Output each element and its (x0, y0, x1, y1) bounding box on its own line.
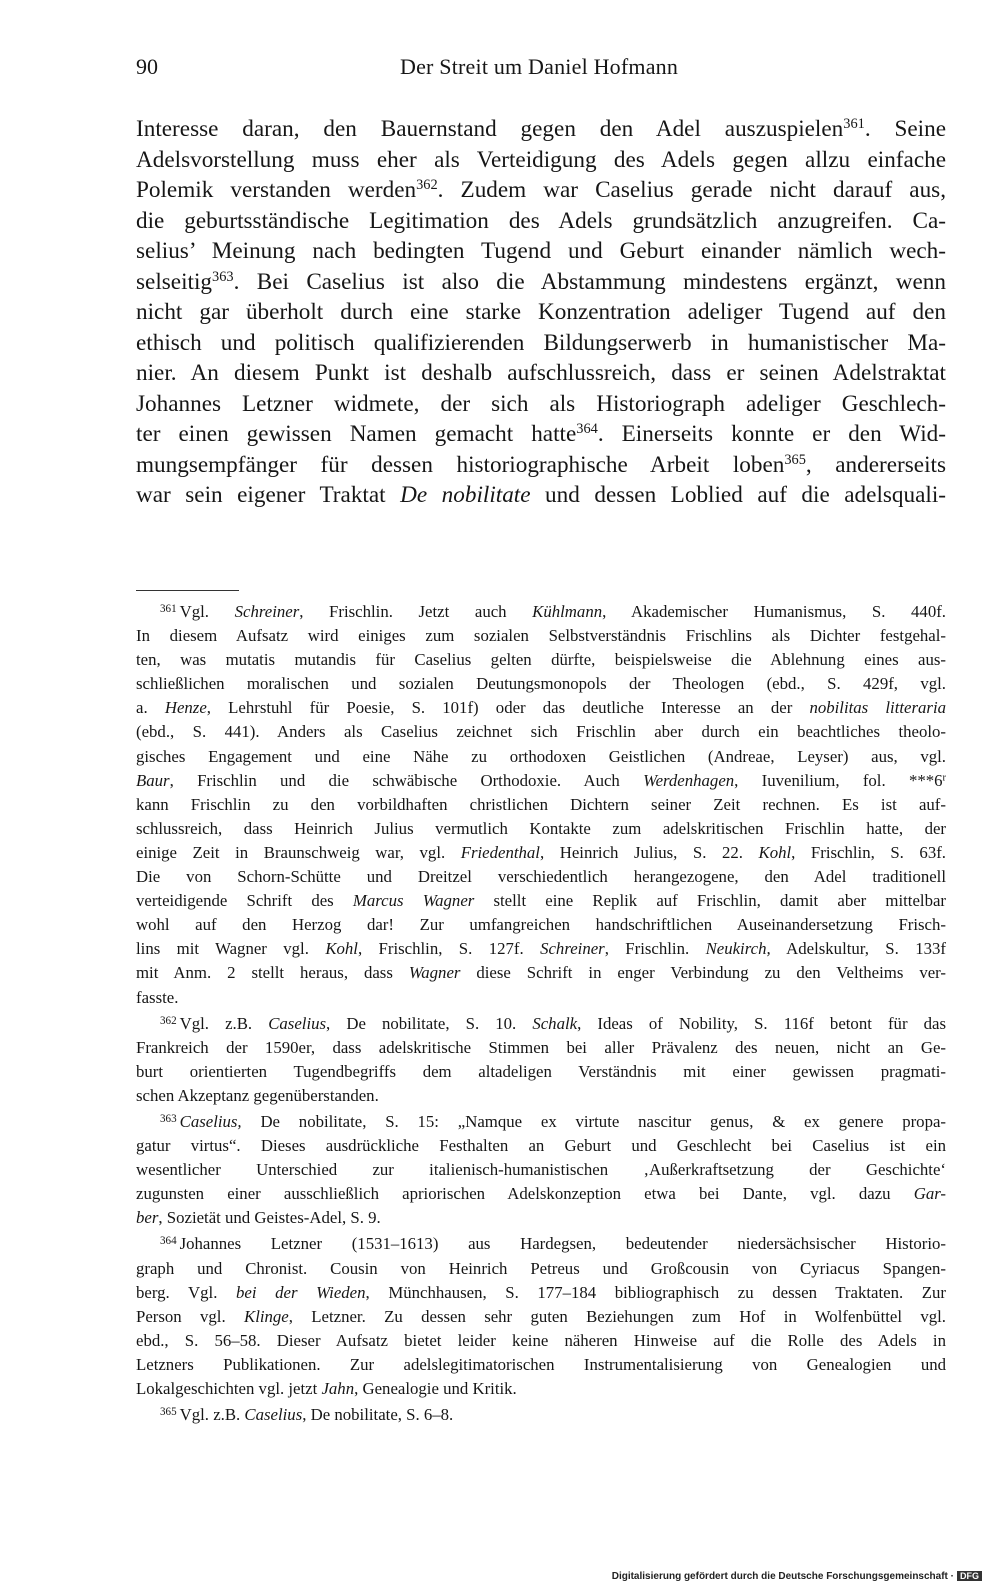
footnotes (136, 600, 946, 1429)
text-line: ethisch und politisch qualifizierenden Bildungserwerb in humanistischer Ma- (136, 329, 946, 356)
text-line: war sein eigener Traktat De nobilitate und dessen Loblied auf die adelsquali- (136, 482, 946, 508)
funding-notice (612, 1571, 982, 1582)
footnote-ref[interactable]: 363 (212, 268, 234, 285)
footnote-364: $^{364}$ Johannes Letzner (1531–1613) aus Hardegsen, bedeutender niedersächsischer Historio- graph und Chronist. Cousin von Heinrich Petreus und Großcousin von Cyriacus Spangen- berg. Vgl. bei der Wieden, Münchhausen, S. 177–184 bibliographisch zu dessen Traktaten. Zur Person vgl. Klinge, Letzner. Zu dessen sehr guten Beziehungen zum Hof in Wolfenbüttel vgl. ebd., S. 56–58. Dieser Aufsatz bietet leider keine näheren Hinweise auf die Rolle des Adels in Letzners Publikationen. Zur adelslegitimatorischen Instrumentalisierung von Genealogien und Lokalgeschichten vgl. jetzt Jahn, Genealogie und Kritik. (136, 1234, 946, 1398)
footnote-362: $^{362}$ Vgl. z.B. Caselius, De nobilitate, S. 10. Schalk, Ideas of Nobility, S. 116f betont für das Frankreich der 1590er, dass adelskritische Stimmen bei aller Prävalenz des neuen, nicht an Ge- burt orientierten Tugendbegriffs dem altadeligen Verständnis mit einer gewissen pragmati- schen Akzeptanz gegenüberstanden. (136, 1013, 946, 1105)
text-line: Johannes Letzner widmete, der sich als Historiograph adeliger Geschlech- (136, 390, 946, 417)
footnote-ref[interactable]: 361 (843, 116, 865, 133)
running-title: Der Streit um Daniel Hofmann (400, 54, 679, 79)
text-line: selseitig$^{363}$. Bei Caselius ist also die Abstammung mindestens ergänzt, wenn (136, 268, 946, 295)
footnote-ref[interactable]: 362 (416, 177, 438, 194)
text-line: nier. An diesem Punkt ist deshalb aufschlussreich, dass er seinen Adelstraktat (136, 360, 946, 386)
text-line: Interesse daran, den Bauernstand gegen den Adel auszuspielen$^{361}$. Seine (136, 116, 946, 142)
footnote-ref[interactable]: 364 (576, 421, 598, 438)
footnote-361: $^{361}$ Vgl. Schreiner, Frischlin. Jetzt auch Kühlmann, Akademischer Humanismus, S. 440f. In diesem Aufsatz wird einiges zum sozialen Selbstverständnis Frischlins als Dichter festgehal- ten, was mutatis mutandis für Caselius gelten dürfte, beispielsweise die Ablehnung eines aus- schließlichen moralischen und sozialen Deutungsmonopols der Theologen (ebd., S. 429f, vgl. a. Henze, Lehrstuhl für Poesie, S. 101f) oder das deutliche Interesse an der nobilitas litteraria (ebd., S. 441). Anders als Caselius zeichnet sich Frischlin aber durch ein beachtliches theolo- gisches Engagement und eine Nähe zu orthodoxen Geistlichen (Andreae, Leyser) aus, vgl. Baur, Frischlin und die schwäbische Orthodoxie. Auch Werdenhagen, Iuvenilium, fol. ***6$^r$ kann Frischlin zu den vorbildhaften christlichen Dichtern seiner Zeit rechnen. Es ist auf- schlussreich, dass Heinrich Julius vermutlich Kontakte zum adelskritischen Frischlin hatte, der einige Zeit in Braunschweig war, vgl. Friedenthal, Heinrich Julius, S. 22. Kohl, Frischlin, S. 63f. Die von Schorn-Schütte und Dreitzel verschiedentlich herangezogene, den Adel traditionell verteidigende Schrift des Marcus Wagner stellt eine Replik auf Frischlin, damit aber mittelbar wohl auf den Herzog dar! Zur umfangreichen handschriftlichen Auseinandersetzung Frisch- lins mit Wagner vgl. Kohl, Frischlin, S. 127f. Schreiner, Frischlin. Neukirch, Adelskultur, S. 133f mit Anm. 2 stellt heraus, dass Wagner diese Schrift in enger Verbindung zu den Veltheims ver- fasste. (136, 602, 946, 1007)
text-line: nicht gar überholt durch eine starke Konzentration adeliger Tugend auf den (136, 299, 946, 325)
text-line: ter einen gewissen Namen gemacht hatte$^{364}$. Einerseits konnte er den Wid- (136, 421, 946, 447)
footnote-363: $^{363}$ Caselius, De nobilitate, S. 15: „Namque ex virtute nascitur genus, & ex genere propa- gatur virtus“. Dieses ausdrückliche Festhalten an Geburt und Geschlecht bei Caselius ist ein wesentlicher Unterschied zur italienisch-humanistischen ‚Außerkraftsetzung der Geschichte‘ zugunsten einer ausschließlich apriorischen Adelskonzeption etwa bei Dante, vgl. dazu Gar- ber, Sozietät und Geistes-Adel, S. 9. (136, 1111, 946, 1228)
main-text (136, 114, 946, 511)
text-line: Polemik verstanden werden$^{362}$. Zudem war Caselius gerade nicht darauf aus, (136, 177, 946, 203)
footnote-365: $^{365}$ Vgl. z.B. Caselius, De nobilitate, S. 6–8. (160, 1405, 454, 1425)
text-line: Adelsvorstellung muss eher als Verteidigung des Adels gegen allzu einfache (136, 146, 946, 173)
dfg-logo: DFG (957, 1571, 982, 1581)
text-line: mungsempfänger für dessen historiographische Arbeit loben$^{365}$, andererseits (136, 451, 946, 478)
footnote-separator (136, 590, 239, 591)
funding-text: Digitalisierung gefördert durch die Deutsche Forschungsgemeinschaft · (611, 1571, 954, 1582)
page-number: 90 (136, 54, 158, 79)
text-line: selius’ Meinung nach bedingten Tugend und Geburt einander nämlich wech- (136, 238, 946, 264)
footnote-ref[interactable]: 365 (784, 451, 806, 468)
text-line: die geburtsständische Legitimation des Adels grundsätzlich anzugreifen. Ca- (136, 207, 946, 234)
